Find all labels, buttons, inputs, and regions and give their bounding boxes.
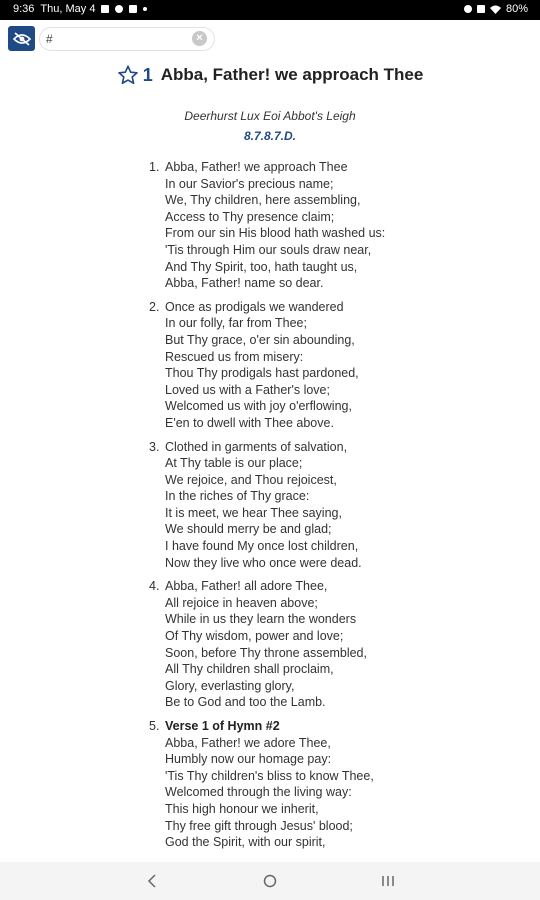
verse-line: Humbly now our homage pay: <box>165 752 332 767</box>
verse-line: Abba, Father! we approach Thee <box>165 160 348 174</box>
verse-line: In our folly, far from Thee; <box>165 316 307 331</box>
status-bar <box>0 0 540 20</box>
notification-icon <box>101 5 109 13</box>
system-nav-bar <box>0 862 540 900</box>
verses-list <box>149 159 529 858</box>
verse-line: But Thy grace, o'er sin abounding, <box>165 332 355 347</box>
hymn-number: 1 <box>142 64 153 85</box>
verse-line: It is meet, we hear Thee saying, <box>165 505 342 520</box>
verse-line: Abba, Father! name so dear. <box>165 276 324 291</box>
verse-line: And Thy Spirit, too, hath taught us, <box>165 259 358 274</box>
verse-line: All Thy children shall proclaim, <box>165 662 334 677</box>
verse-line: Access to Thy presence claim; <box>165 209 335 224</box>
verse-heading: Verse 1 of Hymn #2 <box>165 719 280 733</box>
verse-line: Loved us with a Father's love; <box>165 382 330 397</box>
mute-icon <box>477 5 485 13</box>
settings-icon <box>115 5 123 13</box>
verse-line: In our Savior's precious name; <box>165 176 334 191</box>
verse-number: 3. <box>149 439 160 454</box>
alarm-icon <box>464 5 472 13</box>
verse <box>149 439 529 572</box>
toolbar <box>0 20 540 56</box>
verse-line: Welcomed us with joy o'erflowing, <box>165 399 352 414</box>
verse-line: Be to God and too the Lamb. <box>165 695 326 710</box>
notification-icon <box>129 5 137 13</box>
verse-line: We rejoice, and Thou rejoicest, <box>165 472 337 487</box>
verse-line: Soon, before Thy throne assembled, <box>165 645 367 660</box>
verse-line: Thou Thy prodigals hast pardoned, <box>165 366 359 381</box>
verse-line: Rescued us from misery: <box>165 349 304 364</box>
verse-line: Abba, Father! all adore Thee, <box>165 579 328 594</box>
verse-line: Thy free gift through Jesus' blood; <box>165 818 353 833</box>
verse-line: Now they live who once were dead. <box>165 555 362 570</box>
wifi-icon <box>490 5 501 14</box>
verse-line: Abba, Father! we adore Thee, <box>165 735 331 750</box>
verse-line: From our sin His blood hath washed us: <box>165 226 386 241</box>
star-icon[interactable] <box>117 64 139 86</box>
verse-line: E'en to dwell with Thee above. <box>165 415 334 430</box>
status-time: 9:36 <box>13 3 35 15</box>
verse-line: All rejoice in heaven above; <box>165 595 318 610</box>
battery-percent: 80% <box>505 3 528 15</box>
verse <box>149 299 529 432</box>
verse-line: We should merry be and glad; <box>165 522 332 537</box>
verse-line: We, Thy children, here assembling, <box>165 193 361 208</box>
verse <box>149 159 529 292</box>
more-notifications-icon <box>143 7 147 11</box>
verse-line: Welcomed through the living way: <box>165 785 352 800</box>
recents-button[interactable] <box>373 871 403 891</box>
verse-line: 'Tis Thy children's bliss to know Thee, <box>165 768 374 783</box>
verse-line: I have found My once lost children, <box>165 539 359 554</box>
eye-off-icon <box>13 32 31 46</box>
verse <box>149 578 529 711</box>
back-button[interactable] <box>137 871 167 891</box>
verse-line: God the Spirit, with our spirit, <box>165 835 326 850</box>
verse-line: This high honour we inherit, <box>165 801 319 816</box>
verse-number: 2. <box>149 299 160 314</box>
verse-line: Clothed in garments of salvation, <box>165 439 348 454</box>
verse-number: 5. <box>149 719 160 733</box>
verse-line: Glory, everlasting glory, <box>165 678 295 693</box>
meter: 8.7.8.7.D. <box>243 129 297 143</box>
tune-names: Deerhurst Lux Eoi Abbot's Leigh <box>184 109 356 123</box>
hide-eye-button[interactable] <box>8 26 35 51</box>
verse-number: 4. <box>149 579 160 594</box>
verse-line: While in us they learn the wonders <box>165 612 357 627</box>
verse <box>149 718 529 851</box>
verse-line: Once as prodigals we wandered <box>165 299 344 314</box>
status-date: Thu, May 4 <box>40 3 96 15</box>
verse-line: 'Tis through Him our souls draw near, <box>165 242 372 257</box>
search-input[interactable] <box>46 30 186 48</box>
clear-search-button[interactable] <box>192 31 207 46</box>
hymn-title: Abba, Father! we approach Thee <box>160 65 424 84</box>
recents-icon <box>381 874 395 888</box>
verse-line: In the riches of Thy grace: <box>165 489 310 504</box>
close-icon: × <box>196 32 203 44</box>
verse-number: 1. <box>149 160 160 174</box>
hymn-title-row <box>0 60 540 90</box>
home-button[interactable] <box>255 871 285 891</box>
home-icon <box>263 874 277 888</box>
verse-line: Of Thy wisdom, power and love; <box>165 629 344 644</box>
search-box <box>39 27 215 51</box>
verse-line: At Thy table is our place; <box>165 456 303 471</box>
back-icon <box>147 874 157 888</box>
